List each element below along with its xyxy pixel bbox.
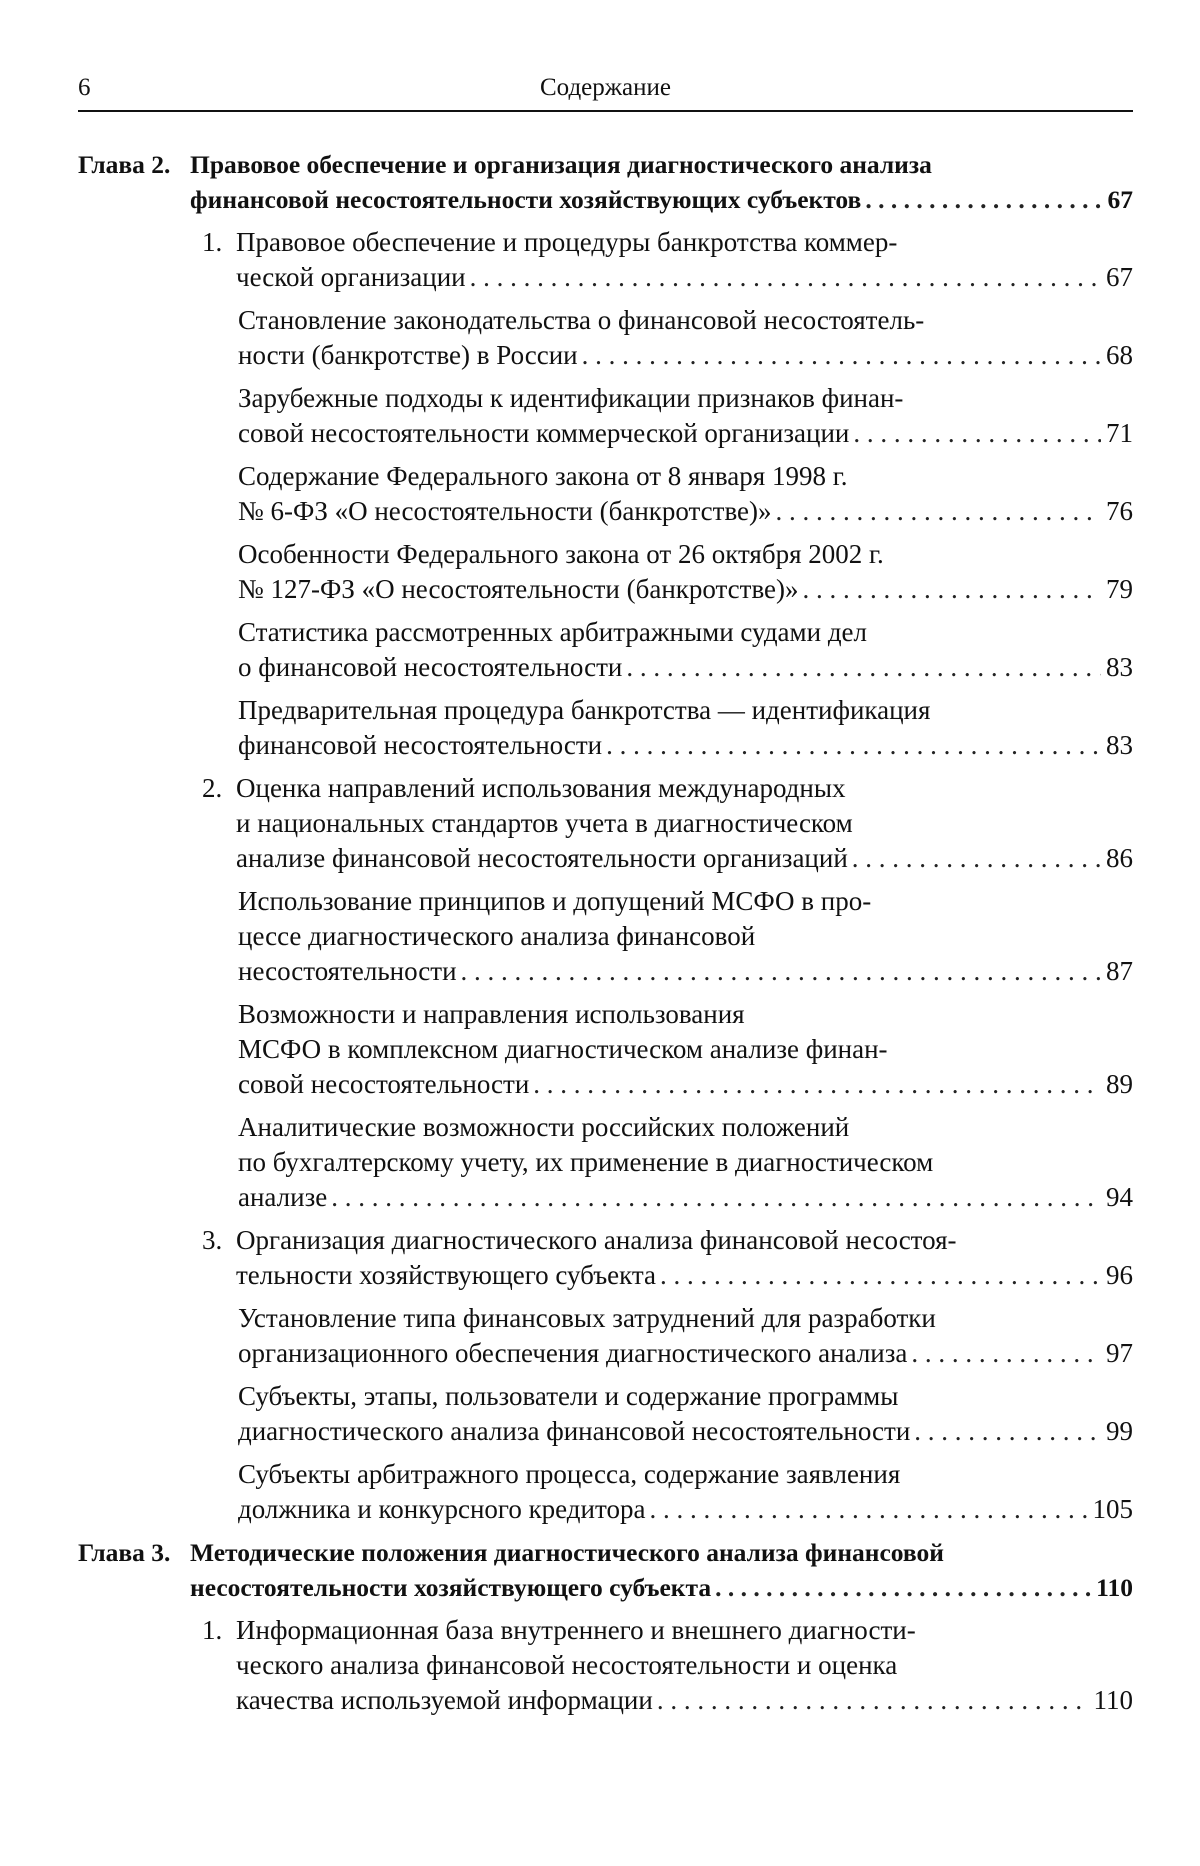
dot-leader xyxy=(606,728,1101,763)
dot-leader xyxy=(914,1414,1101,1449)
toc-entry-number: 2. xyxy=(202,773,223,803)
toc-page-number: 83 xyxy=(1106,652,1133,682)
dot-leader xyxy=(657,1683,1090,1718)
toc-entry-sub xyxy=(78,381,1133,451)
toc-entry-title-line: Информационная база внутреннего и внешнего диагности- xyxy=(236,1615,916,1645)
toc-entry-title-line: диагностического анализа финансовой несостоятельности xyxy=(238,1416,911,1446)
dot-leader xyxy=(715,1570,1092,1605)
toc-entry-sub xyxy=(78,693,1133,763)
toc-entry-title-line: несостоятельности хозяйствующего субъекта xyxy=(190,1573,712,1602)
toc-entry-number: 3. xyxy=(202,1225,223,1255)
toc-entry-title-line: тельности хозяйствующего субъекта xyxy=(236,1260,657,1290)
toc-page-number: 110 xyxy=(1096,1573,1133,1602)
toc-entry-sub xyxy=(78,303,1133,373)
toc-entry-title-line: МСФО в комплексном диагностическом анализе финан- xyxy=(238,1034,888,1064)
toc-page-number: 96 xyxy=(1106,1260,1133,1290)
toc-entry-sub xyxy=(78,1457,1133,1527)
toc-entry-chapter xyxy=(78,1535,1133,1605)
toc-entry-title-line: Особенности Федерального закона от 26 октября 2002 г. xyxy=(238,539,884,569)
toc-entry-title-line: финансовой несостоятельности хозяйствующих субъектов xyxy=(190,185,862,214)
toc-page-number: 89 xyxy=(1106,1069,1133,1099)
toc-entry-title-line: Возможности и направления использования xyxy=(238,999,745,1029)
table-of-contents xyxy=(78,147,1133,1726)
toc-entry-sub xyxy=(78,459,1133,529)
toc-entry-title-line: Субъекты, этапы, пользователи и содержание программы xyxy=(238,1381,899,1411)
toc-page-number: 67 xyxy=(1106,262,1133,292)
toc-entry-title-line: несостоятельности xyxy=(238,956,457,986)
toc-entry-title-line: Организация диагностического анализа финансовой несостоя- xyxy=(236,1225,957,1255)
toc-entry-title-line: финансовой несостоятельности xyxy=(238,730,603,760)
toc-entry-title-line: качества используемой информации xyxy=(236,1685,653,1715)
toc-entry-title-line: Зарубежные подходы к идентификации признаков финан- xyxy=(238,383,904,413)
toc-page-number: 83 xyxy=(1106,730,1133,760)
toc-page-number: 99 xyxy=(1106,1416,1133,1446)
toc-page-number: 97 xyxy=(1106,1338,1133,1368)
page-number: 6 xyxy=(78,74,91,101)
dot-leader xyxy=(582,338,1101,373)
toc-page-number: 110 xyxy=(1093,1685,1133,1715)
toc-entry-title-line: Субъекты арбитражного процесса, содержание заявления xyxy=(238,1459,901,1489)
toc-page-number: 67 xyxy=(1107,185,1133,214)
running-header xyxy=(78,70,1133,112)
toc-entry-section xyxy=(78,771,1133,876)
toc-entry-section xyxy=(78,1613,1133,1718)
dot-leader xyxy=(533,1067,1101,1102)
dot-leader xyxy=(803,572,1101,607)
toc-page-number: 79 xyxy=(1106,574,1133,604)
toc-page-number: 71 xyxy=(1106,418,1133,448)
toc-entry-sub xyxy=(78,884,1133,989)
toc-page-number: 87 xyxy=(1106,956,1133,986)
toc-entry-title-line: Становление законодательства о финансовой несостоятель- xyxy=(238,305,925,335)
toc-entry-title-line: Использование принципов и допущений МСФО в про- xyxy=(238,886,872,916)
toc-entry-number: Глава 2. xyxy=(78,150,171,179)
toc-entry-sub xyxy=(78,537,1133,607)
toc-entry-title-line: и национальных стандартов учета в диагностическом xyxy=(236,808,853,838)
dot-leader xyxy=(649,1492,1088,1527)
toc-page-number: 86 xyxy=(1106,843,1133,873)
dot-leader xyxy=(461,954,1101,989)
toc-entry-title-line: ности (банкротстве) в России xyxy=(238,340,578,370)
toc-entry-title-line: должника и конкурсного кредитора xyxy=(238,1494,646,1524)
dot-leader xyxy=(911,1336,1101,1371)
toc-entry-title-line: № 127-ФЗ «О несостоятельности (банкротстве)» xyxy=(238,574,799,604)
dot-leader xyxy=(776,494,1101,529)
toc-entry-title-line: Правовое обеспечение и процедуры банкротства коммер- xyxy=(236,227,898,257)
toc-entry-title-line: анализе финансовой несостоятельности организаций xyxy=(236,843,848,873)
dot-leader xyxy=(852,841,1101,876)
toc-entry-title-line: анализе xyxy=(238,1182,328,1212)
toc-entry-title-line: организационного обеспечения диагностического анализа xyxy=(238,1338,908,1368)
toc-entry-title-line: ческой организации xyxy=(236,262,466,292)
toc-entry-title-line: Аналитические возможности российских положений xyxy=(238,1112,850,1142)
toc-entry-sub xyxy=(78,997,1133,1102)
toc-entry-title-line: по бухгалтерскому учету, их применение в диагностическом xyxy=(238,1147,934,1177)
dot-leader xyxy=(470,260,1101,295)
toc-entry-sub xyxy=(78,1301,1133,1371)
toc-entry-title-line: совой несостоятельности xyxy=(238,1069,530,1099)
dot-leader xyxy=(331,1180,1101,1215)
toc-entry-sub xyxy=(78,615,1133,685)
toc-entry-title-line: Статистика рассмотренных арбитражными судами дел xyxy=(238,617,868,647)
toc-entry-number: 1. xyxy=(202,1615,223,1645)
running-title: Содержание xyxy=(540,74,671,101)
toc-entry-number: 1. xyxy=(202,227,223,257)
toc-entry-title-line: Предварительная процедура банкротства — идентификация xyxy=(238,695,931,725)
dot-leader xyxy=(626,650,1101,685)
toc-page-number: 94 xyxy=(1106,1182,1133,1212)
toc-entry-title-line: Методические положения диагностического анализа финансовой xyxy=(190,1538,944,1567)
toc-entry-section xyxy=(78,1223,1133,1293)
toc-entry-title-line: Содержание Федерального закона от 8 января 1998 г. xyxy=(238,461,848,491)
dot-leader xyxy=(865,182,1101,217)
toc-entry-title-line: ческого анализа финансовой несостоятельности и оценка xyxy=(236,1650,898,1680)
toc-entry-title-line: о финансовой несостоятельности xyxy=(238,652,623,682)
toc-entry-chapter xyxy=(78,147,1133,217)
toc-entry-number: Глава 3. xyxy=(78,1538,171,1567)
dot-leader xyxy=(853,416,1101,451)
toc-entry-sub xyxy=(78,1379,1133,1449)
toc-entry-title-line: № 6-ФЗ «О несостоятельности (банкротстве)» xyxy=(238,496,772,526)
toc-entry-section xyxy=(78,225,1133,295)
dot-leader xyxy=(660,1258,1101,1293)
toc-entry-sub xyxy=(78,1110,1133,1215)
toc-entry-title-line: совой несостоятельности коммерческой организации xyxy=(238,418,850,448)
toc-page-number: 76 xyxy=(1106,496,1133,526)
toc-entry-title-line: цессе диагностического анализа финансовой xyxy=(238,921,756,951)
toc-page-number: 68 xyxy=(1106,340,1133,370)
toc-entry-title-line: Правовое обеспечение и организация диагностического анализа xyxy=(190,150,932,179)
toc-entry-title-line: Оценка направлений использования международных xyxy=(236,773,846,803)
toc-entry-title-line: Установление типа финансовых затруднений для разработки xyxy=(238,1303,936,1333)
toc-page-number: 105 xyxy=(1092,1494,1133,1524)
